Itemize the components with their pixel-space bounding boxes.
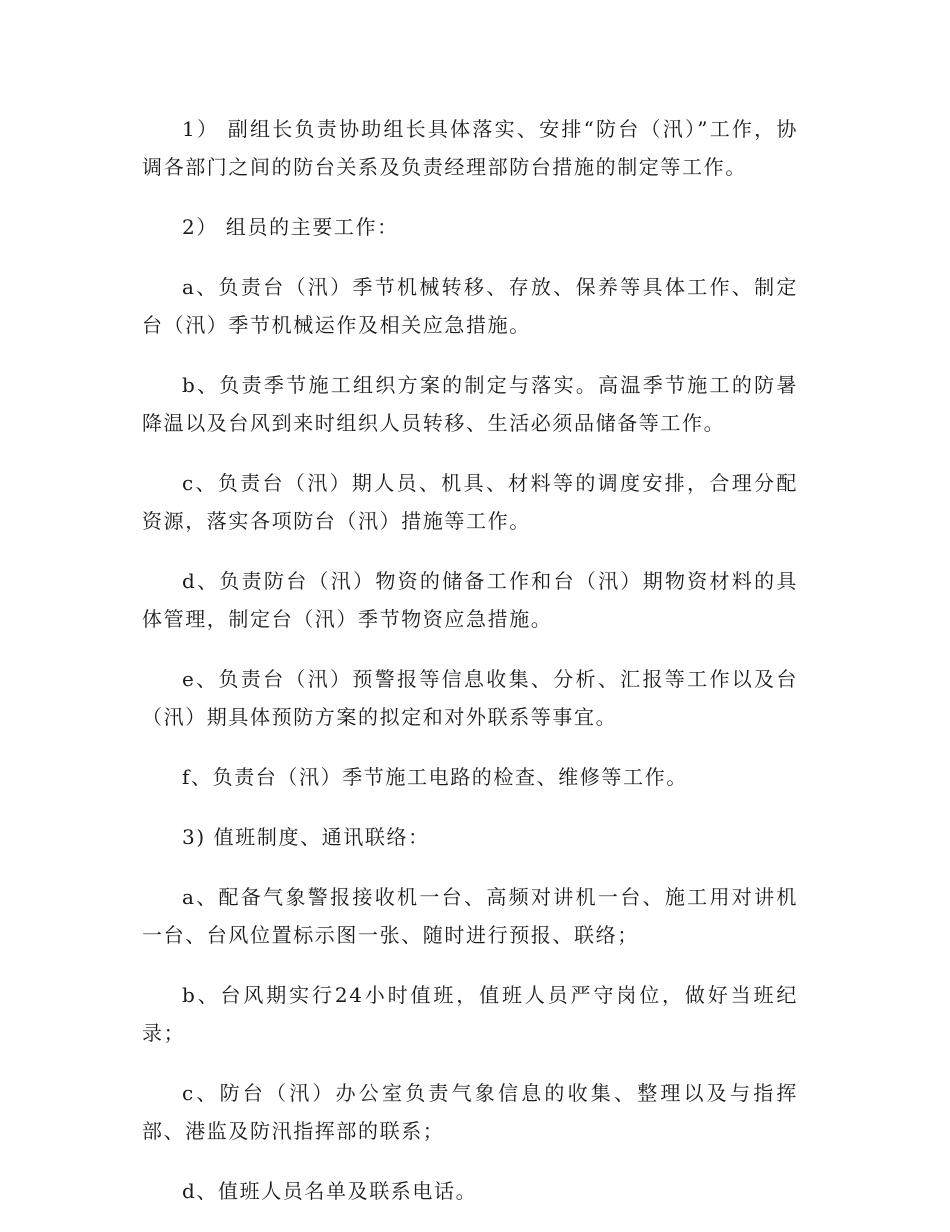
paragraph-item-d-materials: d、负责防台（汛）物资的储备工作和台（汛）期物资材料的具体管理，制定台（汛）季节物资应急措施。 — [142, 569, 798, 631]
paragraph-duty-c-office: c、防台（汛）办公室负责气象信息的收集、整理以及与指挥部、港监及防汛指挥部的联系； — [142, 1081, 798, 1143]
document-body — [142, 110, 798, 1232]
paragraph-item-f-electrical: f、负责台（汛）季节施工电路的检查、维修等工作。 — [182, 765, 688, 789]
paragraph-duty-a-equipment: a、配备气象警报接收机一台、高频对讲机一台、施工用对讲机一台、台风位置标示图一张、随时进行预报、联络； — [142, 885, 798, 947]
paragraph-duty-heading: 3) 值班制度、通讯联络： — [182, 825, 430, 849]
paragraph-deputy-leader: 1） 副组长负责协助组长具体落实、安排“防台（汛）”工作，协调各部门之间的防台关系及负责经理部防台措施的制定等工作。 — [142, 117, 798, 179]
paragraph-item-a-machinery: a、负责台（汛）季节机械转移、存放、保养等具体工作、制定台（汛）季节机械运作及相关应急措施。 — [142, 275, 798, 337]
paragraph-members-heading: 2） 组员的主要工作： — [182, 215, 399, 239]
paragraph-duty-b-24h: b、台风期实行24小时值班，值班人员严守岗位，做好当班纪录； — [142, 983, 798, 1045]
paragraph-item-c-dispatch: c、负责台（汛）期人员、机具、材料等的调度安排，合理分配资源，落实各项防台（汛）措施等工作。 — [142, 471, 798, 533]
paragraph-duty-d-contacts: d、值班人员名单及联系电话。 — [182, 1179, 478, 1203]
paragraph-item-e-warning: e、负责台（汛）预警报等信息收集、分析、汇报等工作以及台（汛）期具体预防方案的拟定和对外联系等事宜。 — [142, 667, 798, 729]
paragraph-item-b-construction-plan: b、负责季节施工组织方案的制定与落实。高温季节施工的防暑降温以及台风到来时组织人员转移、生活必须品储备等工作。 — [142, 373, 798, 435]
